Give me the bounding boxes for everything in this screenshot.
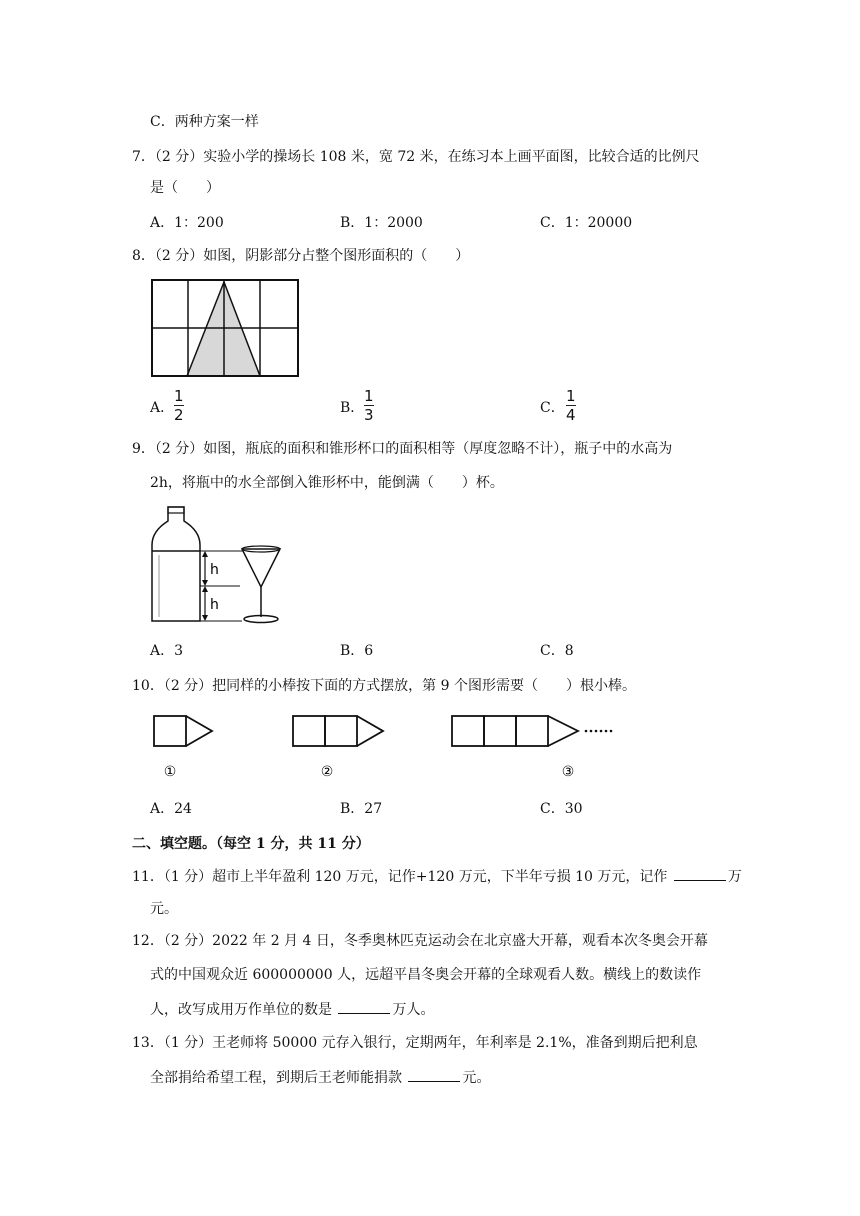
q6-option-c: C．两种方案一样	[150, 114, 259, 130]
q10-option-b: B．27	[340, 801, 383, 817]
q7-text-line2: 是（ ）	[150, 180, 220, 196]
q13-answer-blank[interactable]	[408, 1067, 460, 1082]
q12-text-line3	[150, 999, 434, 1020]
q8-grid-figure	[150, 278, 300, 380]
q10-option-a: A．24	[150, 801, 192, 817]
q8-option-c-denominator: 4	[566, 406, 576, 424]
q8-option-a-prefix: A．	[150, 400, 175, 416]
q8-option-b-denominator: 3	[364, 406, 374, 424]
q11-text-part-b: 万	[727, 869, 742, 885]
q8-option-c-numerator: 1	[566, 387, 576, 405]
q11-text-line1	[132, 866, 742, 887]
q9-text-line2: 2h，将瓶中的水全部倒入锥形杯中，能倒满（ ）杯。	[150, 475, 504, 491]
figure-label-2: ②	[320, 764, 334, 780]
q12-text-part-a: 人，改写成用万作单位的数是	[150, 1002, 332, 1018]
q11-answer-blank[interactable]	[674, 866, 726, 881]
q8-option-a-denominator: 2	[174, 406, 184, 424]
q9-bottle-cup-figure	[150, 505, 290, 627]
figure-label-3: ③	[561, 764, 575, 780]
q9-option-a: A．3	[150, 643, 184, 659]
q9-text-line1: 9．（2 分）如图，瓶底的面积和锥形杯口的面积相等（厚度忽略不计），瓶子中的水高为	[132, 441, 673, 457]
q9-option-b: B．6	[340, 643, 374, 659]
section-2-title: 二、填空题。（每空 1 分，共 11 分）	[132, 836, 370, 852]
q13-text-line1: 13．（1 分）王老师将 50000 元存入银行，定期两年，年利率是 2.1%，准备到期后把利息	[132, 1035, 698, 1051]
cone-cup	[242, 549, 280, 587]
q12-answer-blank[interactable]	[338, 999, 390, 1014]
q12-text-line2: 式的中国观众近 600000000 人，远超平昌冬奥会开幕的全球观看人数。横线上的数读作	[150, 967, 702, 983]
q13-text-line2	[150, 1067, 490, 1088]
stick-figure-3	[452, 716, 612, 780]
q10-stick-figures	[150, 710, 630, 782]
q11-text-line2: 元。	[150, 901, 178, 917]
figure-label-1: ①	[163, 764, 177, 780]
q7-option-c: C．1：20000	[540, 215, 633, 231]
q7-text-line1: 7．（2 分）实验小学的操场长 108 米，宽 72 米，在练习本上画平面图，比较合适的比例尺	[132, 149, 700, 165]
q8-option-b-prefix: B．	[340, 400, 365, 416]
stick-figure-1	[154, 716, 212, 780]
q13-text-part-b: 元。	[462, 1070, 491, 1086]
q8-option-b-fraction	[364, 389, 374, 422]
q13-text-part-a: 全部捐给希望工程，到期后王老师能捐款	[150, 1070, 402, 1086]
q8-option-c-prefix: C．	[540, 400, 565, 416]
q10-option-c: C．30	[540, 801, 583, 817]
q12-text-line1: 12．（2 分）2022 年 2 月 4 日，冬季奥林匹克运动会在北京盛大开幕，观看本次冬奥会开幕	[132, 933, 708, 949]
q7-option-b: B．1：2000	[340, 215, 423, 231]
q9-option-c: C．8	[540, 643, 574, 659]
q8-option-a-fraction	[174, 389, 184, 422]
dimension-label-upper: h	[210, 562, 219, 578]
q8-option-b-numerator: 1	[364, 387, 374, 405]
stick-figure-2	[293, 716, 383, 780]
q12-text-part-b: 万人。	[392, 1002, 435, 1018]
q8-text-line1: 8．（2 分）如图，阴影部分占整个图形面积的（ ）	[132, 248, 470, 264]
q8-option-c-fraction	[566, 389, 576, 422]
q7-option-a: A．1：200	[150, 215, 224, 231]
q10-text-line1: 10．（2 分）把同样的小棒按下面的方式摆放，第 9 个图形需要（ ）根小棒。	[132, 678, 636, 694]
q8-option-a-numerator: 1	[174, 387, 184, 405]
dimension-label-lower: h	[210, 597, 219, 613]
q11-text-part-a: 11．（1 分）超市上半年盈利 120 万元，记作+120 万元，下半年亏损 10 万元，记作	[132, 869, 668, 885]
